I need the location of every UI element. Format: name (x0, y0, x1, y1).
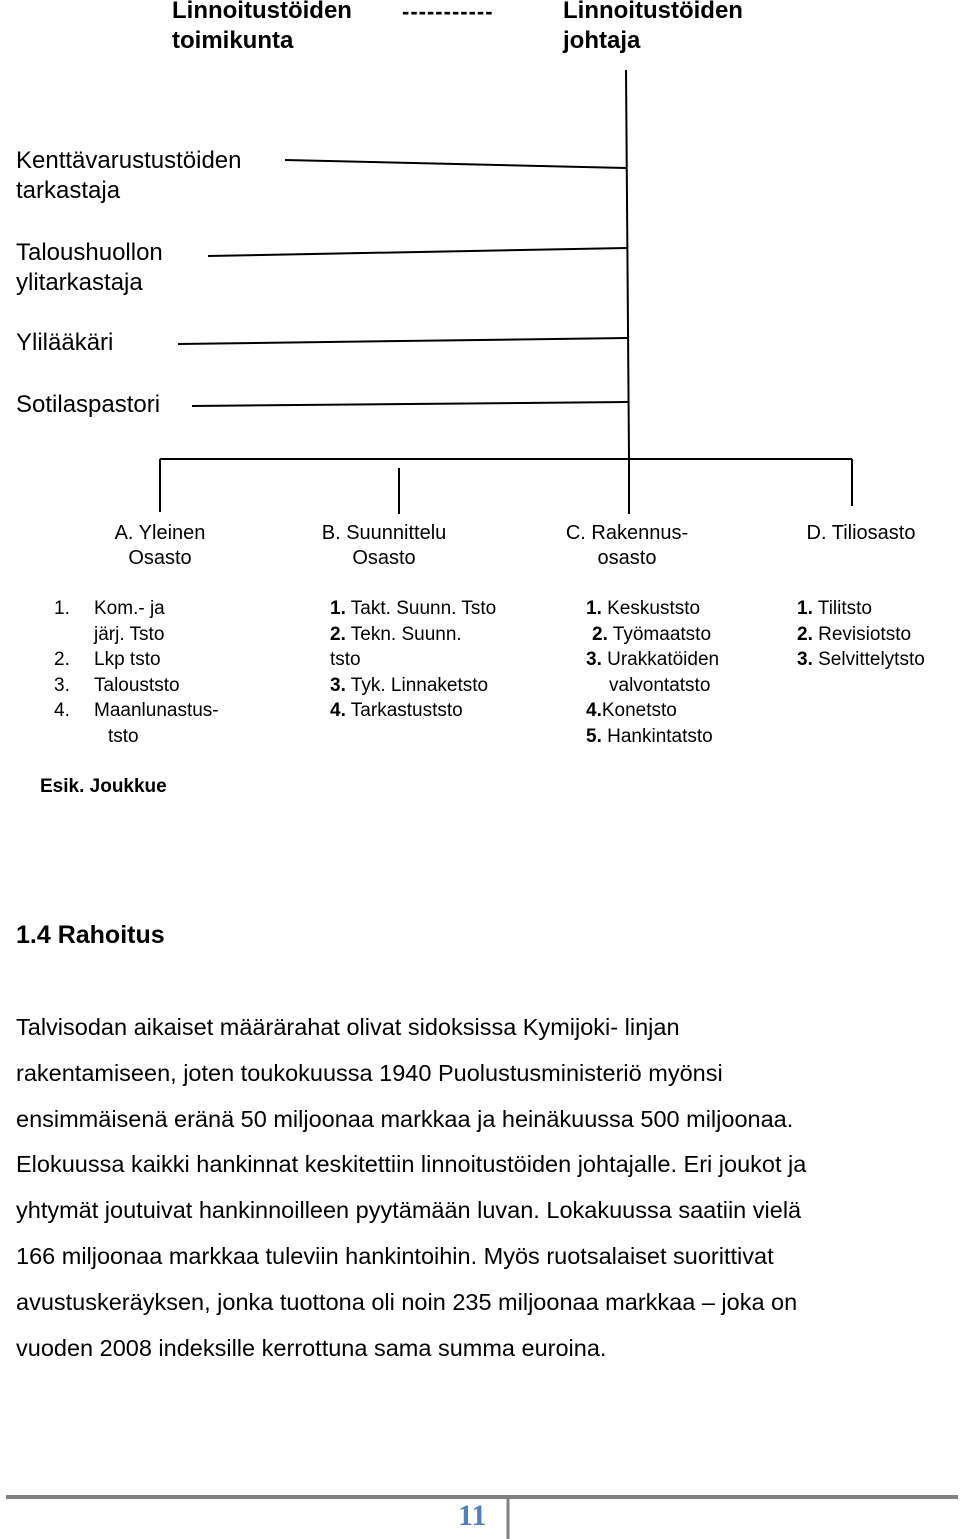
unit-label: Maanlunastus- (94, 700, 219, 721)
side-unit-taloushuollon (16, 238, 163, 298)
department-d-title (786, 521, 936, 546)
list-item (330, 622, 496, 648)
side-unit-label: tarkastaja (16, 177, 121, 204)
committee-title-line1: Linnoitustöiden (172, 0, 352, 24)
side-unit-label: Kenttävarustustöiden (16, 147, 242, 174)
connector-taloushuollon (208, 248, 627, 256)
section-heading: 1.4 Rahoitus (16, 921, 165, 949)
unit-number: 3. (330, 674, 346, 696)
unit-label: Tilitsto (812, 598, 872, 619)
list-item (54, 596, 219, 622)
unit-label: Tyk. Linnaketsto (345, 674, 489, 696)
unit-number: 1. (330, 598, 346, 619)
list-item (586, 724, 719, 750)
main-trunk-line (626, 70, 629, 458)
connector-dashes: ----------- (402, 0, 494, 24)
department-title-line: A. Yleinen (114, 522, 206, 544)
department-title-line: Osasto (128, 547, 192, 569)
side-unit-label: Sotilaspastori (16, 391, 161, 418)
paragraph-line: vuoden 2008 indeksille kerrottuna sama summa euroina. (16, 1334, 607, 1361)
paragraph-line: yhtymät joutuivat hankinnoilleen pyytämään luvan. Lokakuussa saatiin vielä (16, 1197, 802, 1224)
list-item (586, 673, 719, 699)
department-a-title (60, 521, 260, 571)
side-unit-sotilaspastori (16, 390, 160, 420)
committee-title-line2: toimikunta (172, 27, 294, 54)
unit-number: 4. (586, 700, 602, 721)
side-unit-label: Ylilääkäri (16, 329, 114, 356)
department-c-units (586, 596, 719, 749)
list-item (54, 673, 219, 699)
paragraph-line: Elokuussa kaikki hankinnat keskitettiin linnoitustöiden johtajalle. Eri joukot ja (16, 1151, 807, 1178)
list-item (586, 698, 719, 724)
list-item (54, 698, 219, 724)
list-item (586, 596, 719, 622)
department-title-line: D. Tiliosasto (806, 522, 916, 544)
paragraph-line: ensimmäisenä eränä 50 miljoonaa markkaa ja heinäkuussa 500 miljoonaa. (16, 1105, 794, 1132)
director-title-line2: johtaja (563, 27, 641, 54)
list-item (797, 647, 925, 673)
department-a-units (54, 596, 219, 749)
unit-number: 3. (586, 649, 602, 670)
unit-label: Lkp tsto (94, 649, 161, 670)
unit-number: 4. (330, 700, 346, 721)
director-title (563, 0, 743, 56)
unit-label: Työmaatsto (607, 623, 712, 645)
connector-sotilaspastori (192, 402, 628, 406)
unit-label: Tarkastuststo (345, 700, 463, 721)
list-item (330, 647, 496, 673)
unit-number: 5. (586, 725, 602, 747)
side-unit-label: Taloushuollon (16, 239, 163, 266)
department-c-title (537, 521, 717, 571)
side-unit-kenttavarustus (16, 146, 241, 206)
list-item (586, 647, 719, 673)
unit-label: Revisiotsto (812, 623, 912, 645)
connector-kenttavarustus (285, 160, 626, 168)
unit-label: järj. Tsto (94, 623, 165, 645)
side-unit-ylilaakari (16, 328, 113, 358)
unit-label: Talouststo (94, 674, 180, 696)
unit-number: 1. (797, 598, 813, 619)
paragraph-line: 166 miljoonaa markkaa tuleviin hankintoihin. Myös ruotsalaiset suorittivat (16, 1242, 774, 1269)
unit-number: 1. (586, 598, 602, 619)
list-item (586, 622, 719, 648)
paragraph-line: Talvisodan aikaiset määrärahat olivat sidoksissa Kymijoki- linjan (16, 1014, 680, 1040)
department-a-note: Esik. Joukkue (40, 776, 167, 797)
unit-label: valvontatsto (609, 674, 711, 696)
connector-ylilaakari (178, 338, 627, 344)
paragraph-line: rakentamiseen, joten toukokuussa 1940 Puolustusministeriö myönsi (16, 1059, 723, 1086)
list-item (54, 622, 219, 648)
unit-label: tsto (330, 649, 361, 670)
unit-number: 2. (797, 623, 813, 645)
unit-number: 2. (54, 649, 70, 670)
list-item (54, 647, 219, 673)
unit-number: 3. (797, 649, 813, 670)
department-d-units (797, 596, 925, 673)
unit-label: Konetsto (601, 700, 677, 721)
section-paragraph (16, 1005, 936, 1371)
unit-label: Keskuststo (601, 598, 701, 619)
unit-label: Kom.- ja (94, 598, 165, 619)
director-title-line1: Linnoitustöiden (563, 0, 743, 24)
unit-number: 2. (592, 623, 608, 645)
department-title-line: B. Suunnittelu (321, 522, 447, 544)
unit-number: 1. (54, 598, 70, 619)
department-b-units (330, 596, 496, 724)
unit-label: Selvittelytsto (812, 649, 925, 670)
list-item (797, 622, 925, 648)
unit-label: Hankintatsto (601, 725, 713, 747)
page-number: 11 (458, 1499, 487, 1532)
unit-label: tsto (108, 725, 139, 747)
department-title-line: C. Rakennus- (565, 522, 689, 544)
department-b-title (294, 521, 474, 571)
list-item (330, 698, 496, 724)
unit-label: Takt. Suunn. Tsto (345, 598, 497, 619)
unit-label: Urakkatöiden (601, 649, 720, 670)
list-item (330, 596, 496, 622)
department-title-line: osasto (597, 547, 657, 569)
paragraph-line: avustuskeräyksen, jonka tuottona oli noin 235 miljoonaa markkaa – joka on (16, 1288, 798, 1315)
department-title-line: Osasto (352, 547, 416, 569)
committee-title (172, 0, 352, 56)
list-item (330, 673, 496, 699)
list-item (797, 596, 925, 622)
unit-number: 3. (54, 674, 70, 696)
side-unit-label: ylitarkastaja (16, 269, 143, 296)
list-item (54, 724, 219, 750)
unit-label: Tekn. Suunn. (345, 623, 462, 645)
unit-number: 2. (330, 623, 346, 645)
unit-number: 4. (54, 700, 70, 721)
